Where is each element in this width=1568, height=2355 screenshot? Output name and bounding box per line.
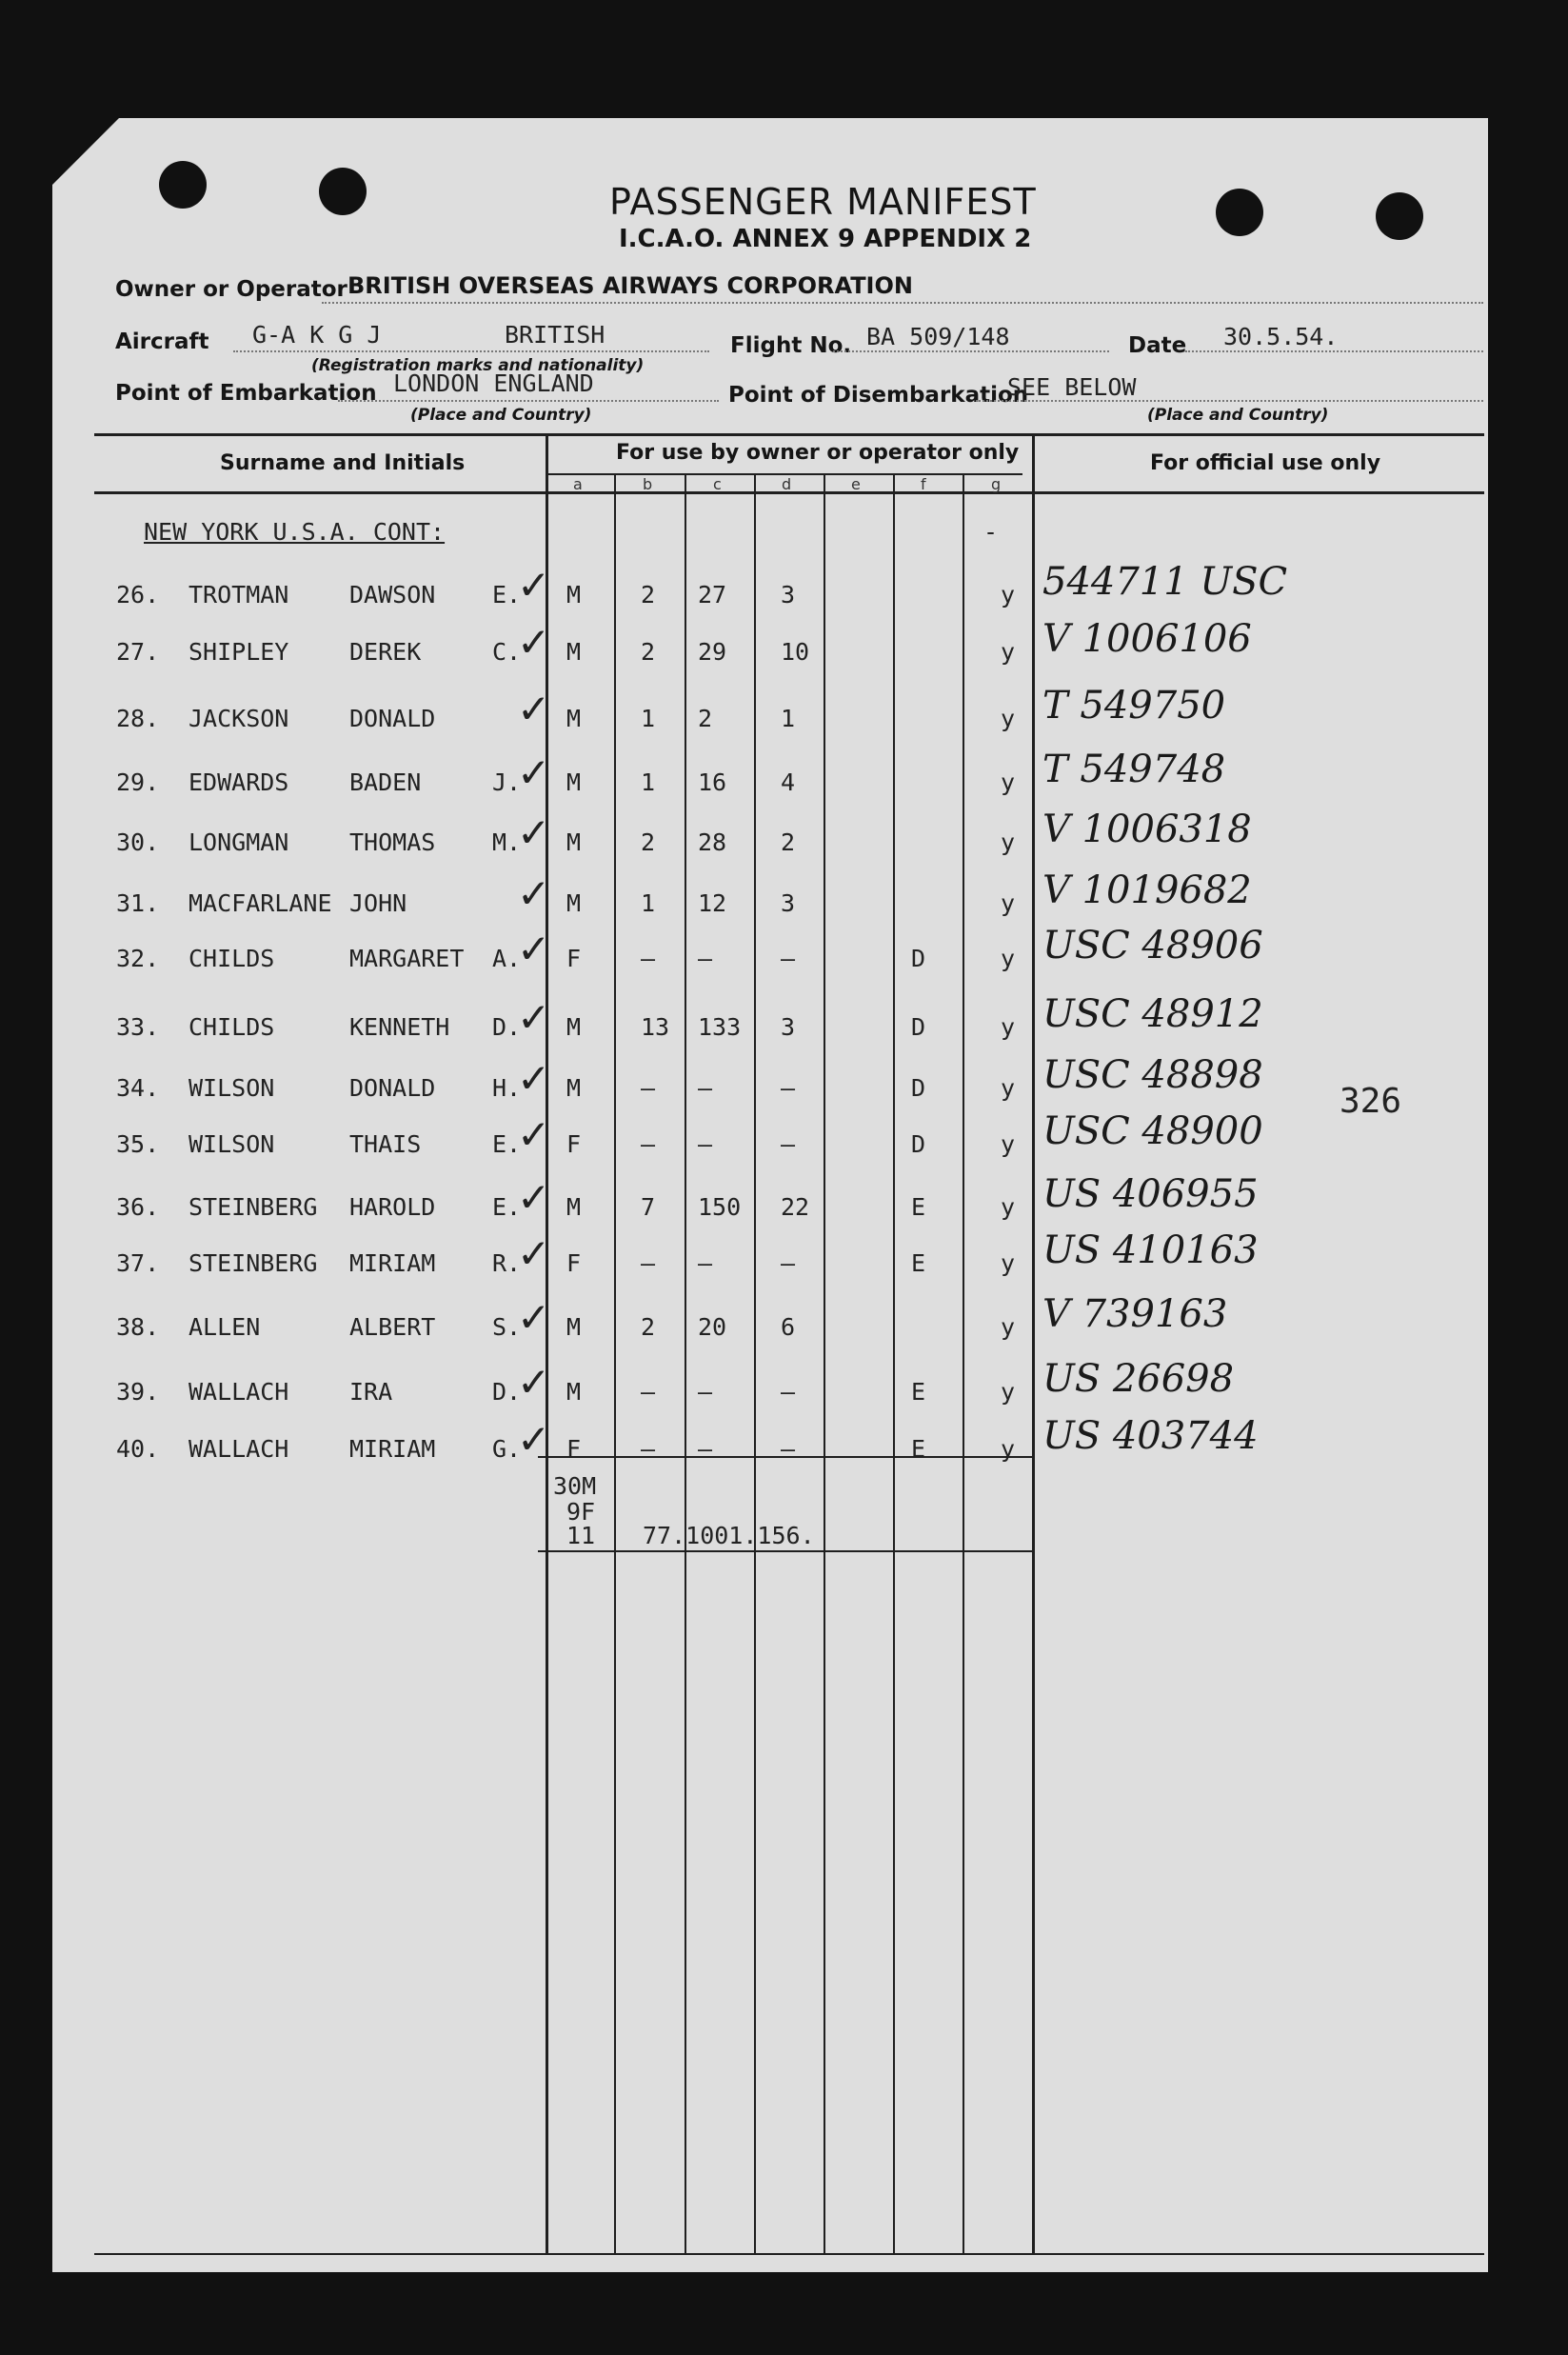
checkmark-icon: ✓ [517,870,551,917]
cell-init: S. [492,1313,522,1341]
cell-surname: MACFARLANE [189,889,332,917]
cell-given: DEREK [349,638,422,666]
cell-given: ALBERT [349,1313,436,1341]
page-subtitle: I.C.A.O. ANNEX 9 APPENDIX 2 [619,225,1032,253]
cell-no: 28. [116,705,160,732]
official-number: 544711 USC [1042,560,1288,604]
cell-d: – [781,1074,796,1102]
punch-hole [1376,192,1423,240]
cell-g: y [1001,581,1016,609]
cell-a: M [566,1074,582,1102]
cell-b: 1 [641,768,656,796]
cell-given: MARGARET [349,945,465,972]
checkmark-icon: ✓ [517,1359,551,1406]
cell-surname: TROTMAN [189,581,289,609]
embark-dotted-line [338,400,719,402]
cell-b: 2 [641,828,656,856]
cell-g: y [1001,638,1016,666]
checkmark-icon: ✓ [517,686,551,732]
cell-no: 37. [116,1249,160,1277]
cell-given: HAROLD [349,1193,436,1221]
checkmark-icon: ✓ [517,562,551,609]
cell-d: 6 [781,1313,796,1341]
date-dotted-line [1185,350,1483,352]
official-number: V 1006318 [1042,808,1252,851]
cell-surname: LONGMAN [189,828,289,856]
cell-given: DAWSON [349,581,436,609]
col-letter-a: a [573,475,583,493]
cell-b: 2 [641,1313,656,1341]
cell-no: 38. [116,1313,160,1341]
cell-no: 35. [116,1130,160,1158]
checkmark-icon: ✓ [517,1294,551,1341]
cell-init: H. [492,1074,522,1102]
section-label: NEW YORK U.S.A. CONT: [144,518,446,546]
cell-given: KENNETH [349,1013,450,1041]
cell-c: 27 [698,581,727,609]
cell-given: DONALD [349,705,436,732]
totals-bottom-rule [538,1550,1032,1552]
official-number: US 403744 [1042,1414,1259,1458]
cell-f: E [911,1249,926,1277]
cell-given: MIRIAM [349,1249,436,1277]
col-divider [754,473,756,2254]
cell-a: F [566,1435,582,1463]
cell-g: y [1001,1074,1016,1102]
cell-no: 26. [116,581,160,609]
cell-b: – [641,1074,656,1102]
cell-d: 2 [781,828,796,856]
totals-rule [538,1456,1032,1458]
date-label: Date [1128,333,1187,358]
col-divider [685,473,686,2254]
disembark-label: Point of Disembarkation [728,383,1029,408]
cell-a: F [566,1249,582,1277]
official-number: USC 48898 [1042,1053,1263,1097]
aircraft-value: G-A K G J [252,321,382,349]
totals-infant: 11 [566,1522,596,1549]
cell-g: y [1001,889,1016,917]
cell-surname: STEINBERG [189,1193,318,1221]
cell-init: A. [492,945,522,972]
page-title: PASSENGER MANIFEST [609,181,1037,223]
cell-g: y [1001,1435,1016,1463]
col-name-header: Surname and Initials [220,451,466,475]
cell-surname: EDWARDS [189,768,289,796]
checkmark-icon: ✓ [517,749,551,796]
cell-init: G. [492,1435,522,1463]
cell-surname: WALLACH [189,1378,289,1406]
cell-b: 13 [641,1013,670,1041]
cell-no: 32. [116,945,160,972]
cell-d: – [781,1378,796,1406]
manifest-sheet [52,118,1488,2272]
cell-init: R. [492,1249,522,1277]
cell-c: 16 [698,768,727,796]
checkmark-icon: ✓ [517,1174,551,1221]
col-letter-e: e [851,475,861,493]
section-dash: - [983,518,999,546]
cell-surname: ALLEN [189,1313,261,1341]
cell-f: D [911,1130,926,1158]
cell-given: DONALD [349,1074,436,1102]
col-divider [893,473,895,2254]
owner-dotted-line [322,302,1483,304]
cell-c: 150 [698,1193,742,1221]
cell-d: 1 [781,705,796,732]
cell-a: F [566,1130,582,1158]
owner-label: Owner or Operator [115,277,347,302]
flight-value: BA 509/148 [866,323,1010,350]
cell-init: E. [492,581,522,609]
cell-surname: WILSON [189,1130,275,1158]
cell-d: 4 [781,768,796,796]
embark-label: Point of Embarkation [115,381,377,406]
registration-note: (Registration marks and nationality) [311,356,645,375]
checkmark-icon: ✓ [517,1111,551,1158]
cell-init: C. [492,638,522,666]
cell-surname: JACKSON [189,705,289,732]
cell-c: – [698,1074,713,1102]
embark-note: (Place and Country) [410,406,592,425]
cell-f: D [911,945,926,972]
cell-b: – [641,1378,656,1406]
cell-a: M [566,828,582,856]
official-number: USC 48912 [1042,992,1263,1036]
cell-init: M. [492,828,522,856]
cell-d: – [781,1435,796,1463]
cell-f: E [911,1435,926,1463]
cell-g: y [1001,1013,1016,1041]
official-number: V 739163 [1042,1292,1228,1336]
cell-d: 22 [781,1193,810,1221]
table-top-rule [94,433,1484,436]
cell-d: 3 [781,889,796,917]
cell-b: 2 [641,581,656,609]
cell-d: 10 [781,638,810,666]
punch-hole [319,168,367,215]
cell-g: y [1001,768,1016,796]
checkmark-icon: ✓ [517,619,551,666]
official-number: US 410163 [1042,1228,1259,1272]
col-letter-b: b [643,475,653,493]
cell-init: D. [492,1378,522,1406]
embark-value: LONDON ENGLAND [393,369,594,397]
official-number: T 549750 [1042,684,1226,728]
cell-b: – [641,1130,656,1158]
cell-init: E. [492,1130,522,1158]
col-letter-g: g [991,475,1002,493]
date-value: 30.5.54. [1223,323,1339,350]
aircraft-dotted-line [233,350,709,352]
cell-g: y [1001,1249,1016,1277]
cell-a: M [566,705,582,732]
cell-no: 33. [116,1013,160,1041]
cell-given: BADEN [349,768,422,796]
cell-no: 34. [116,1074,160,1102]
cell-given: THAIS [349,1130,422,1158]
torn-corner [52,118,119,185]
cell-init: D. [492,1013,522,1041]
cell-b: 7 [641,1193,656,1221]
disembark-note: (Place and Country) [1147,406,1329,425]
cell-d: – [781,945,796,972]
col-letter-c: c [713,475,722,493]
cell-surname: CHILDS [189,945,275,972]
cell-c: – [698,1130,713,1158]
official-number: US 406955 [1042,1172,1259,1216]
col-letter-f: f [921,475,926,493]
cell-d: – [781,1249,796,1277]
col-operator-header: For use by owner or operator only [616,441,1020,465]
cell-given: IRA [349,1378,393,1406]
cell-g: y [1001,1313,1016,1341]
official-number: V 1019682 [1042,868,1252,912]
cell-c: 29 [698,638,727,666]
cell-c: – [698,1378,713,1406]
side-number: 326 [1340,1082,1402,1121]
cell-a: M [566,1193,582,1221]
punch-hole [159,161,207,209]
owner-value: BRITISH OVERSEAS AIRWAYS CORPORATION [347,272,913,299]
official-number: V 1006106 [1042,617,1252,661]
cell-g: y [1001,705,1016,732]
cell-f: D [911,1013,926,1041]
cell-no: 29. [116,768,160,796]
official-number: USC 48906 [1042,924,1263,968]
checkmark-icon: ✓ [517,1055,551,1102]
cell-surname: WALLACH [189,1435,289,1463]
cell-c: 133 [698,1013,742,1041]
checkmark-icon: ✓ [517,1230,551,1277]
cell-no: 31. [116,889,160,917]
col-official-header: For official use only [1150,451,1381,475]
cell-d: 3 [781,1013,796,1041]
nationality-value: BRITISH [505,321,605,349]
cell-surname: WILSON [189,1074,275,1102]
cell-g: y [1001,1130,1016,1158]
cell-init: J. [492,768,522,796]
checkmark-icon: ✓ [517,1416,551,1463]
cell-surname: SHIPLEY [189,638,289,666]
cell-g: y [1001,945,1016,972]
cell-d: – [781,1130,796,1158]
cell-a: F [566,945,582,972]
cell-surname: STEINBERG [189,1249,318,1277]
official-number: USC 48900 [1042,1109,1263,1153]
flight-dotted-line [833,350,1109,352]
table-bottom-rule [94,2253,1484,2255]
checkmark-icon: ✓ [517,926,551,972]
cell-b: – [641,1249,656,1277]
cell-b: – [641,1435,656,1463]
cell-c: – [698,1249,713,1277]
totals-male: 30M [553,1472,597,1500]
cell-c: – [698,1435,713,1463]
col-divider [824,473,825,2254]
cell-given: THOMAS [349,828,436,856]
cell-no: 30. [116,828,160,856]
official-number: T 549748 [1042,748,1226,791]
cell-no: 39. [116,1378,160,1406]
cell-a: M [566,768,582,796]
checkmark-icon: ✓ [517,994,551,1041]
cell-c: 2 [698,705,713,732]
disembark-value: SEE BELOW [1007,373,1137,401]
cell-surname: CHILDS [189,1013,275,1041]
col-divider [1032,433,1035,2254]
cell-b: 1 [641,889,656,917]
cell-no: 40. [116,1435,160,1463]
cell-f: D [911,1074,926,1102]
cell-c: – [698,945,713,972]
cell-a: M [566,889,582,917]
cell-g: y [1001,1378,1016,1406]
col-letter-d: d [782,475,792,493]
cell-given: MIRIAM [349,1435,436,1463]
cell-no: 27. [116,638,160,666]
cell-a: M [566,581,582,609]
cell-init: E. [492,1193,522,1221]
disembark-dotted-line [976,400,1483,402]
col-divider [614,473,616,2254]
totals-female: 9F [566,1498,596,1526]
cell-f: E [911,1193,926,1221]
cell-a: M [566,1313,582,1341]
cell-b: 1 [641,705,656,732]
cell-c: 20 [698,1313,727,1341]
cell-a: M [566,1013,582,1041]
official-number: US 26698 [1042,1357,1235,1401]
cell-g: y [1001,828,1016,856]
flight-label: Flight No. [730,333,852,358]
col-divider [963,473,964,2254]
cell-a: M [566,638,582,666]
cell-f: E [911,1378,926,1406]
cell-given: JOHN [349,889,407,917]
cell-c: 12 [698,889,727,917]
aircraft-label: Aircraft [115,329,209,354]
punch-hole [1216,189,1263,236]
cell-b: 2 [641,638,656,666]
cell-no: 36. [116,1193,160,1221]
cell-d: 3 [781,581,796,609]
cell-b: – [641,945,656,972]
cell-c: 28 [698,828,727,856]
checkmark-icon: ✓ [517,809,551,856]
cell-g: y [1001,1193,1016,1221]
totals-sum-line: 77.1001.156. [643,1522,815,1549]
cell-a: M [566,1378,582,1406]
